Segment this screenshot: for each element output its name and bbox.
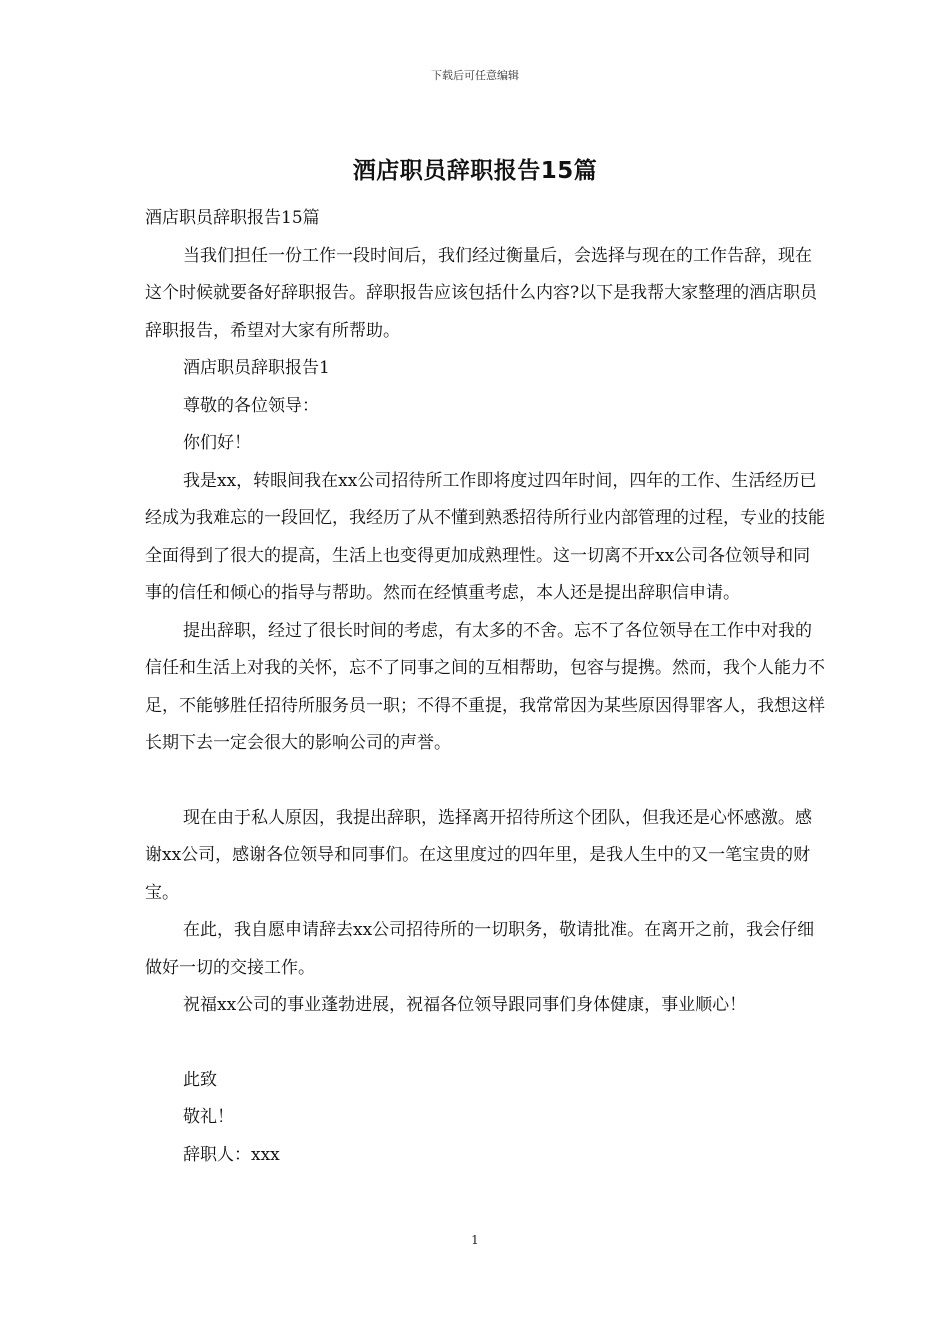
- page-header: 下载后可任意编辑: [431, 69, 519, 82]
- paragraph-2: 提出辞职，经过了很长时间的考虑，有太多的不舍。忘不了各位领导在工作中对我的信任和生活上对我的关怀，忘不了同事之间的互相帮助，包容与提携。然而，我个人能力不足，不能够胜任招待所服务员一职；不得不重提，我常常因为某些原因得罪客人，我想这样长期下去一定会很大的影响公司的声誉。: [145, 620, 825, 753]
- subtitle-line: 酒店职员辞职报告15篇: [145, 208, 320, 228]
- paragraph-4: 在此，我自愿申请辞去xx公司招待所的一切职务，敬请批准。在离开之前，我会仔细做好一切的交接工作。: [145, 920, 815, 978]
- intro-paragraph: 当我们担任一份工作一段时间后，我们经过衡量后，会选择与现在的工作告辞，现在这个时候就要备好辞职报告。辞职报告应该包括什么内容?以下是我帮大家整理的酒店职员辞职报告，希望对大家有所帮助。: [145, 245, 818, 341]
- closing-line-2: 敬礼！: [183, 1107, 234, 1127]
- signature-line: 辞职人：xxx: [183, 1144, 280, 1165]
- paragraph-5: 祝福xx公司的事业蓬勃进展，祝福各位领导跟同事们身体健康，事业顺心！: [183, 995, 747, 1015]
- paragraph-3: 现在由于私人原因，我提出辞职，选择离开招待所这个团队，但我还是心怀感激。感谢xx公司，感谢各位领导和同事们。在这里度过的四年里，是我人生中的又一笔宝贵的财宝。: [145, 807, 812, 903]
- closing-line-1: 此致: [183, 1069, 217, 1090]
- greeting-line: 你们好！: [183, 433, 251, 453]
- page-number: 1: [471, 1233, 479, 1247]
- document-title: 酒店职员辞职报告15篇: [352, 158, 598, 184]
- section-heading: 酒店职员辞职报告1: [183, 358, 330, 378]
- blank-line: [145, 1025, 825, 1062]
- salutation: 尊敬的各位领导：: [183, 395, 319, 416]
- paragraph-1: 我是xx，转眼间我在xx公司招待所工作即将度过四年时间，四年的工作、生活经历已经成为我难忘的一段回忆，我经历了从不懂到熟悉招待所行业内部管理的过程，专业的技能全面得到了很大的提高，生活上也变得更加成熟理性。这一切离不开xx公司各位领导和同事的信任和倾心的指导与帮助。然而在经慎重考虑，本人还是提出辞职信申请。: [145, 470, 825, 603]
- blank-line: [145, 763, 825, 800]
- document-body: [145, 200, 825, 1174]
